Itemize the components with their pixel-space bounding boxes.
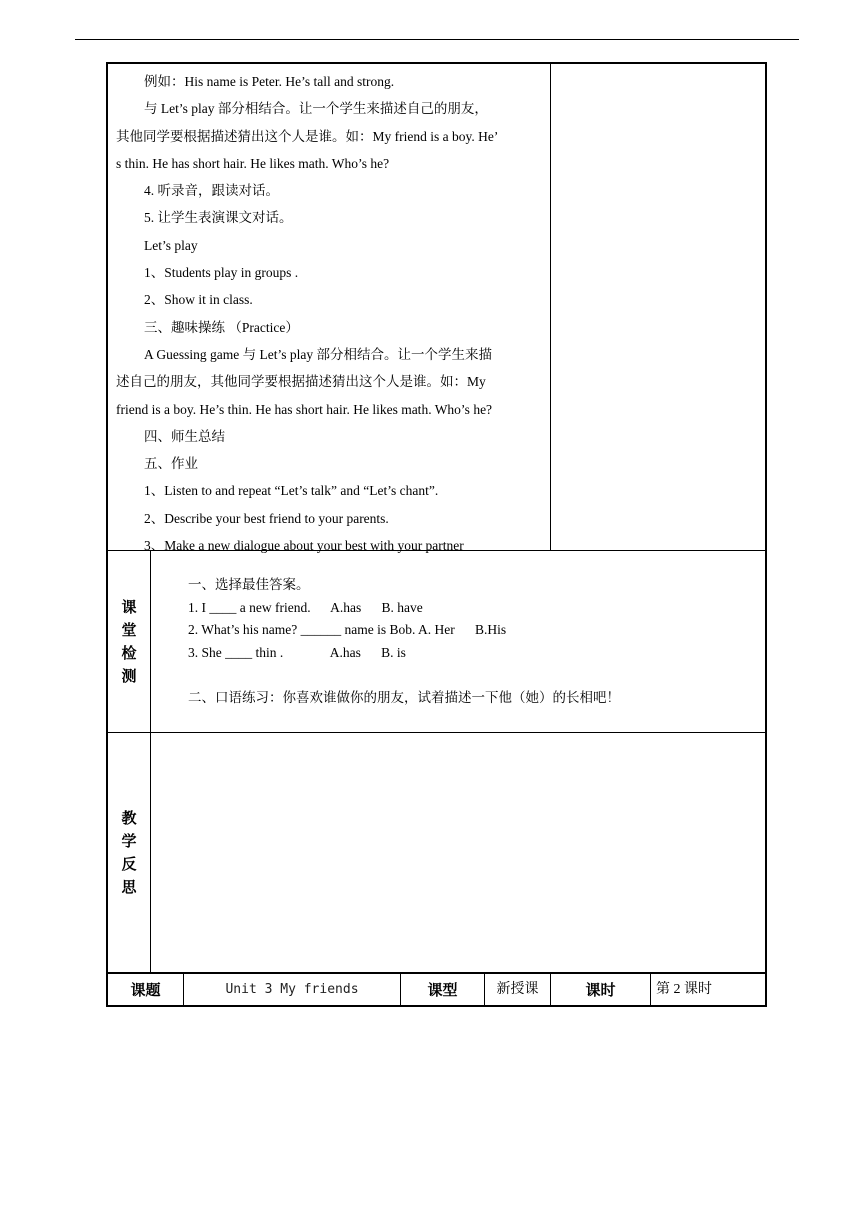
test-heading: 一、选择最佳答案。 xyxy=(188,577,310,592)
classroom-test-label: 课 堂 检 测 xyxy=(121,598,137,685)
period-label: 课时 xyxy=(585,981,616,999)
process-line: 4. 听录音，跟读对话。 xyxy=(144,183,279,199)
process-line: 2、Show it in class. xyxy=(144,292,253,308)
process-line: A Guessing game 与 Let’s play 部分相结合。让一个学生来描 xyxy=(144,346,492,362)
process-line: Let’s play xyxy=(144,237,198,253)
process-line: 1、Students play in groups . xyxy=(144,265,299,281)
process-line: s thin. He has short hair. He likes math. Who’s he? xyxy=(116,155,390,171)
process-column-divider xyxy=(550,62,551,551)
topic-value: Unit 3 My friends xyxy=(225,982,359,997)
test-question-3: 3. She ____ thin . A.has B. is xyxy=(188,645,406,661)
teaching-reflection-label: 教 学 反 思 xyxy=(121,809,137,896)
period-value: 第 2 课时 xyxy=(656,982,712,997)
test-question-1: 1. I ____ a new friend. A.has B. have xyxy=(188,599,423,615)
process-line: 5. 让学生表演课文对话。 xyxy=(144,210,293,226)
process-line: 2、Describe your best friend to your parents. xyxy=(144,510,389,526)
lesson-type-value: 新授课 xyxy=(496,982,539,997)
footer-divider-5 xyxy=(650,972,651,1007)
oral-practice: 二、口语练习：你喜欢谁做你的朋友，试着描述一下他（她）的长相吧！ xyxy=(188,689,620,705)
process-line: 三、趣味操练 （Practice） xyxy=(144,319,299,335)
row-divider-2 xyxy=(106,732,767,733)
process-line: 四、师生总结 xyxy=(144,428,225,444)
process-line: 五、作业 xyxy=(144,456,198,472)
process-line: friend is a boy. He’s thin. He has short hair. He likes math. Who’s he? xyxy=(116,401,493,417)
process-line: 例如：His name is Peter. He’s tall and strong. xyxy=(144,74,395,89)
process-line: 与 Let’s play 部分相结合。让一个学生来描述自己的朋友， xyxy=(144,101,488,117)
lesson-type-label: 课型 xyxy=(427,981,458,999)
topic-label: 课题 xyxy=(130,981,161,999)
process-line: 3、Make a new dialogue about your best with your partner xyxy=(144,538,464,554)
lesson-process-text xyxy=(108,64,550,559)
process-line: 1、Listen to and repeat “Let’s talk” and “Let’s chant”. xyxy=(144,483,439,499)
test-question-2: 2. What’s his name? ______ name is Bob. A. Her B.His xyxy=(188,622,507,638)
label-column-divider xyxy=(150,550,151,973)
process-line: 其他同学要根据描述猜出这个人是谁。如：My friend is a boy. He’ xyxy=(116,128,499,144)
process-line: 述自己的朋友，其他同学要根据描述猜出这个人是谁。如：My xyxy=(116,374,486,390)
table-border-right xyxy=(765,62,767,1007)
classroom-test-content xyxy=(188,574,758,709)
page-header-rule xyxy=(75,39,799,40)
